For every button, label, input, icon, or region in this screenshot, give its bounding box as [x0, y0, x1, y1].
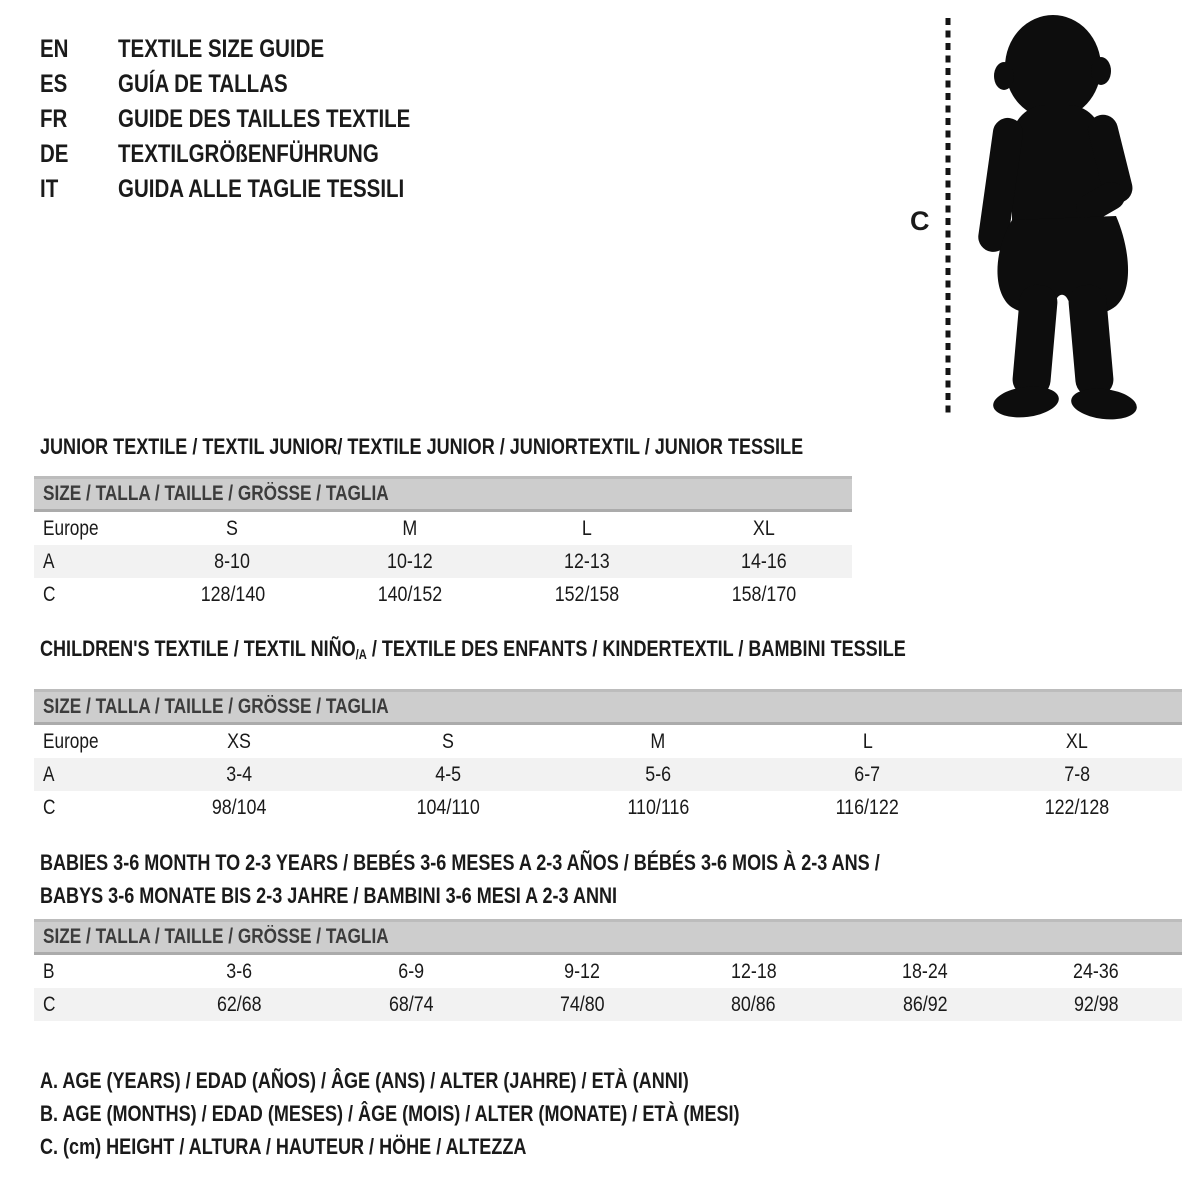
children-section-title: CHILDREN'S TEXTILE / TEXTIL NIÑO/A / TEXTILE DES ENFANTS / KINDERTEXTIL / BAMBINI TESSILE	[40, 636, 906, 662]
babies-section-title: BABIES 3-6 MONTH TO 2-3 YEARS / BEBÉS 3-6 MESES A 2-3 AÑOS / BÉBÉS 3-6 MOIS À 2-3 ANS / BABYS 3-6 MONATE BIS 2-3 JAHRE / BAMBINI 3-6 MESI A 2-3 ANNI	[40, 850, 880, 908]
value-cell: 5-6	[645, 762, 671, 786]
legend-line-b: B. AGE (MONTHS) / EDAD (MESES) / ÂGE (MOIS) / ALTER (MONATE) / ETÀ (MESI)	[40, 1101, 740, 1126]
language-code: FR	[40, 105, 68, 133]
language-code: DE	[40, 140, 69, 168]
children-size-table	[34, 689, 1182, 824]
row-label-cell: C	[43, 795, 56, 819]
language-title: GUIDE DES TAILLES TEXTILE	[118, 105, 411, 133]
value-cell: 9-12	[564, 959, 601, 983]
size-header-bar: SIZE / TALLA / TAILLE / GRÖSSE / TAGLIA	[34, 476, 852, 512]
value-cell: 104/110	[416, 795, 480, 819]
language-row-de	[40, 137, 379, 172]
language-row-es	[40, 67, 288, 102]
value-cell: 4-5	[435, 762, 462, 786]
table-row	[34, 545, 852, 578]
legend-line-c: C. (cm) HEIGHT / ALTURA / HAUTEUR / HÖHE / ALTEZZA	[40, 1134, 527, 1159]
nino-a-subscript: /A	[355, 647, 367, 662]
value-cell: 74/80	[559, 992, 605, 1016]
value-cell: 62/68	[217, 992, 262, 1016]
value-cell: 3-4	[225, 762, 252, 786]
value-cell: 152/158	[554, 582, 619, 606]
value-cell: 122/128	[1044, 795, 1110, 819]
value-cell: 8-10	[214, 549, 251, 573]
language-row-fr	[40, 102, 411, 137]
size-cell: XL	[752, 516, 775, 540]
toddler-silhouette	[976, 15, 1138, 422]
value-cell: 14-16	[740, 549, 787, 573]
size-cell: S	[442, 729, 455, 753]
value-cell: 6-9	[398, 959, 424, 983]
language-title: GUÍA DE TALLAS	[118, 70, 288, 98]
language-header	[40, 32, 411, 207]
table-row	[34, 791, 1182, 824]
value-cell: 128/140	[200, 582, 265, 606]
row-label-cell: B	[43, 959, 55, 983]
value-cell: 3-6	[226, 959, 253, 983]
language-code: IT	[40, 175, 59, 203]
region-label-cell: Europe	[43, 516, 99, 540]
measurement-legend	[40, 1064, 893, 1163]
table-row	[34, 758, 1182, 791]
toddler-silhouette-figure	[938, 10, 1153, 422]
value-cell: 158/170	[731, 582, 796, 606]
region-label-cell: Europe	[43, 729, 99, 753]
size-cell: XS	[226, 729, 251, 753]
value-cell: 140/152	[377, 582, 442, 606]
language-title: TEXTILGRÖßENFÜHRUNG	[118, 140, 379, 168]
row-label-cell: A	[43, 549, 55, 573]
language-code: EN	[40, 35, 69, 63]
language-row-it	[40, 172, 405, 207]
value-cell: 24-36	[1073, 959, 1120, 983]
size-cell: M	[650, 729, 666, 753]
row-label-cell: C	[43, 582, 56, 606]
value-cell: 80/86	[731, 992, 776, 1016]
babies-table-grid	[34, 955, 1182, 1021]
size-cell: XL	[1066, 729, 1089, 753]
value-cell: 68/74	[388, 992, 434, 1016]
junior-size-table	[34, 476, 852, 611]
table-row	[34, 512, 852, 545]
language-code: ES	[40, 70, 68, 98]
value-cell: 10-12	[386, 549, 433, 573]
value-cell: 86/92	[902, 992, 948, 1016]
size-cell: S	[226, 516, 239, 540]
table-row	[34, 725, 1182, 758]
junior-table-grid	[34, 512, 852, 611]
legend-line-a: A. AGE (YEARS) / EDAD (AÑOS) / ÂGE (ANS) / ALTER (JAHRE) / ETÀ (ANNI)	[40, 1068, 689, 1093]
value-cell: 12-13	[563, 549, 610, 573]
value-cell: 6-7	[854, 762, 881, 786]
value-cell: 92/98	[1073, 992, 1119, 1016]
size-cell: L	[862, 729, 873, 753]
value-cell: 110/116	[627, 795, 689, 819]
row-label-cell: A	[43, 762, 55, 786]
children-table-grid	[34, 725, 1182, 824]
value-cell: 116/122	[835, 795, 900, 819]
size-header-bar: SIZE / TALLA / TAILLE / GRÖSSE / TAGLIA	[34, 919, 1182, 955]
language-title: GUIDA ALLE TAGLIE TESSILI	[118, 175, 405, 203]
language-row-en	[40, 32, 325, 67]
table-row	[34, 955, 1182, 988]
value-cell: 12-18	[730, 959, 777, 983]
value-cell: 7-8	[1064, 762, 1091, 786]
size-header-bar: SIZE / TALLA / TAILLE / GRÖSSE / TAGLIA	[34, 689, 1182, 725]
table-row	[34, 988, 1182, 1021]
babies-size-table	[34, 919, 1182, 1021]
table-row	[34, 578, 852, 611]
value-cell: 98/104	[211, 795, 267, 819]
size-cell: M	[402, 516, 417, 540]
value-cell: 18-24	[902, 959, 948, 983]
row-label-cell: C	[43, 992, 56, 1016]
language-title: TEXTILE SIZE GUIDE	[118, 35, 325, 63]
height-measure-label: C	[910, 206, 930, 236]
size-cell: L	[581, 516, 592, 540]
junior-section-title: JUNIOR TEXTILE / TEXTIL JUNIOR/ TEXTILE JUNIOR / JUNIORTEXTIL / JUNIOR TESSILE	[40, 434, 804, 459]
